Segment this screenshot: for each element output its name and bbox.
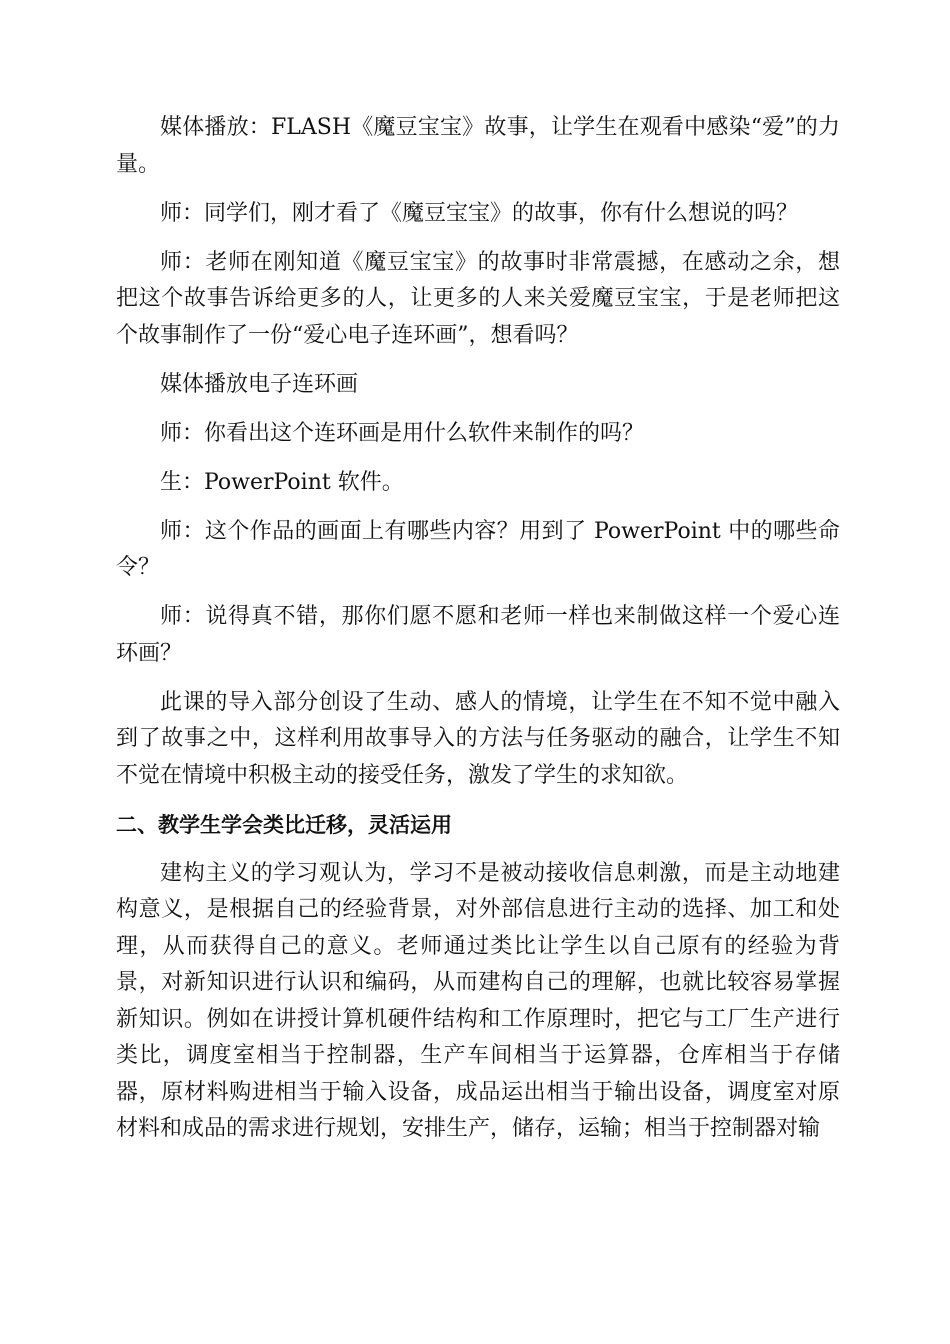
document-page bbox=[116, 110, 840, 1160]
paragraph-teacher-question-1: 师：同学们，刚才看了《魔豆宝宝》的故事，你有什么想说的吗？ bbox=[160, 200, 799, 226]
paragraph-teacher-story: 师：老师在刚知道《魔豆宝宝》的故事时非常震撼，在感动之余，想把这个故事告诉给更多的人，让更多的人来关爱魔豆宝宝，于是老师把这个故事制作了一份“爱心电子连环画”，想看吗？ bbox=[116, 249, 840, 348]
paragraph-constructivism: 建构主义的学习观认为，学习不是被动接收信息刺激，而是主动地建构意义，是根据自己的经验背景，对外部信息进行主动的选择、加工和处理，从而获得自己的意义。老师通过类比让学生以自己原有的经验为背景，对新知识进行认识和编码，从而建构自己的理解，也就比较容易掌握新知识。例如在讲授计算机硬件结构和工作原理时，把它与工厂生产进行类比，调度室相当于控制器，生产车间相当于运算器，仓库相当于存储器，原材料购进相当于输入设备，成品运出相当于输出设备，调度室对原材料和成品的需求进行规划，安排生产，储存，运输；相当于控制器对输 bbox=[116, 860, 840, 1141]
paragraph-media-comic: 媒体播放电子连环画 bbox=[160, 371, 359, 397]
section-heading: 二、教学生学会类比迁移，灵活运用 bbox=[116, 812, 452, 837]
paragraph-teacher-question-3: 师：这个作品的画面上有哪些内容？用到了 PowerPoint 中的哪些命令？ bbox=[116, 518, 840, 580]
paragraph-media-flash: 媒体播放：FLASH《魔豆宝宝》故事，让学生在观看中感染“爱”的力量。 bbox=[116, 115, 840, 177]
paragraph-teacher-invite: 师：说得真不错，那你们愿不愿和老师一样也来制做这样一个爱心连环画？ bbox=[116, 604, 840, 666]
paragraph-teacher-question-2: 师：你看出这个连环画是用什么软件来制作的吗？ bbox=[160, 420, 645, 446]
paragraph-summary: 此课的导入部分创设了生动、感人的情境，让学生在不知不觉中融入到了故事之中，这样利用故事导入的方法与任务驱动的融合，让学生不知不觉在情境中积极主动的接受任务，激发了学生的求知欲。 bbox=[116, 689, 840, 788]
paragraph-student-answer: 生：PowerPoint 软件。 bbox=[160, 469, 404, 495]
